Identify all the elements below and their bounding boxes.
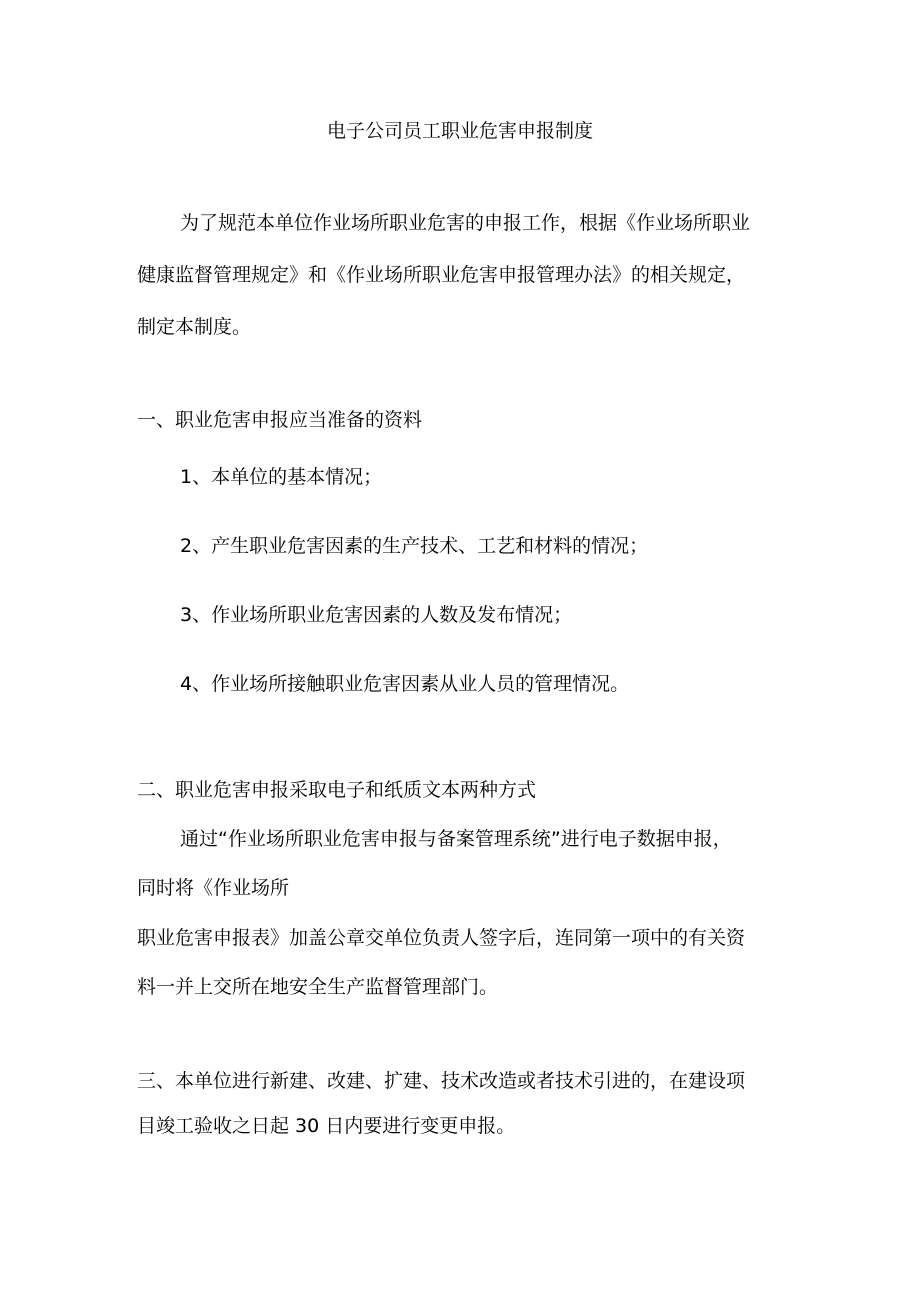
- section-3-line: 三、本单位进行新建、改建、扩建、技术改造或者技术引进的，在建设项: [137, 1070, 746, 1092]
- section-2-line: 职业危害申报表》加盖公章交单位负责人签字后，连同第一项中的有关资: [137, 927, 746, 949]
- section-2-line: 同时将《作业场所: [137, 877, 290, 899]
- section-2-heading: 二、职业危害申报采取电子和纸质文本两种方式: [137, 779, 537, 801]
- list-item: 3、作业场所职业危害因素的人数及发布情况；: [180, 604, 573, 626]
- list-item: 1、本单位的基本情况；: [180, 466, 383, 488]
- intro-line: 健康监督管理规定》和《作业场所职业危害申报管理办法》的相关规定，: [137, 264, 746, 286]
- document-title: 电子公司员工职业危害申报制度: [326, 120, 593, 142]
- intro-line: 为了规范本单位作业场所职业危害的申报工作，根据《作业场所职业: [180, 212, 751, 234]
- intro-line: 制定本制度。: [137, 316, 252, 338]
- section-3-line: 目竣工验收之日起 30 日内要进行变更申报。: [137, 1115, 516, 1137]
- section-1-heading: 一、职业危害申报应当准备的资料: [137, 409, 423, 431]
- list-item: 4、作业场所接触职业危害因素从业人员的管理情况。: [180, 673, 630, 695]
- list-item: 2、产生职业危害因素的生产技术、工艺和材料的情况；: [180, 535, 649, 557]
- section-2-line: 料一并上交所在地安全生产监督管理部门。: [137, 976, 499, 998]
- section-2-line: 通过“作业场所职业危害申报与备案管理系统”进行电子数据申报，: [180, 828, 732, 850]
